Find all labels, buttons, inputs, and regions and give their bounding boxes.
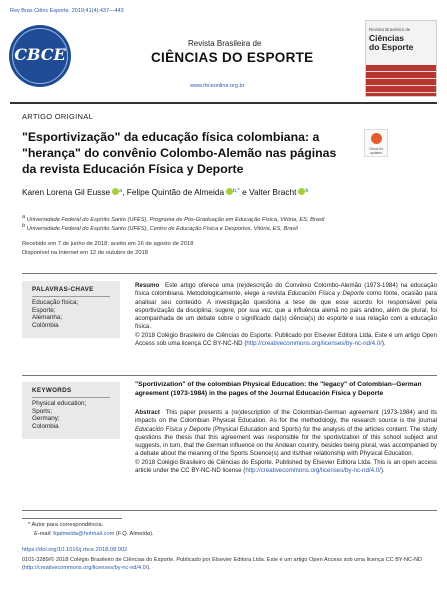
cover-title: Revista Brasileira de Ciências do Esporte <box>369 27 414 52</box>
title-line: "herança" do convênio Colombo-Alemão nas páginas <box>22 146 337 160</box>
article-title <box>22 129 352 177</box>
author-sup: b,* <box>233 188 240 194</box>
footnote-rule <box>22 518 122 519</box>
article-type: ARTIGO ORIGINAL <box>22 112 94 121</box>
journal-top-line: Revista Brasileira de <box>188 39 262 48</box>
corresponding-note: * Autor para correspondência. <box>28 522 104 528</box>
abstract-en: Abstract This paper presents a (re)description of the Colombian-German agreement (1973-1984) and its impacts on the Colombian Physical Education. As for the methodology, the research source is the journal Educación Física y Deporte (Physical Education and Sports) for the analysis of the articles content. The study questions the thesis that this agreement was responsible for the sportivization of this school subject and suggests, in turn, that the German influence on the Andean country, besides being plural, was accompanied by a debate about the meaning of the Sports Science(s) and its/their relationship with Physical Education. © 2018 Colégio Brasileiro de Ciências do Esporte. Published by Elsevier Editora Ltda. This is an open access article under the CC BY-NC-ND license (http://creativecommons.org/licenses/by-nc-nd/4.0/). <box>135 409 437 475</box>
cover-track-image <box>366 65 437 97</box>
section-rule <box>22 375 437 376</box>
affiliation: b Universidade Federal do Espírito Santo (UFES), Centro de Educação Física e Desportos, Vitória, ES, Brasil <box>22 223 298 232</box>
crossmark-icon <box>371 133 382 144</box>
keyword: Sports; <box>32 407 52 415</box>
bottom-copyright: 0101-3289/© 2018 Colégio Brasileiro de Ciências do Esporte. Publicado por Elsevier Editora Ltda. Este é um artigo Open Access sob uma licença CC BY-NC-ND (http://creativecommons.org/licenses/by-nc-nd/4.0/). <box>22 557 423 571</box>
email-note: E-mail: fqalmeida@hotmail.com (F.Q. Almeida). <box>34 531 154 537</box>
keywords-heading: PALAVRAS-CHAVE <box>32 286 110 297</box>
author-sup: b <box>305 188 309 194</box>
doi-link[interactable]: https://doi.org/10.1016/j.rbce.2018.08.002 <box>22 547 128 553</box>
journal-name: CIÊNCIAS DO ESPORTE <box>151 50 314 65</box>
online-date: Disponível na Internet em 12 de outubro de 2018 <box>22 250 149 256</box>
license-link[interactable]: http://creativecommons.org/licenses/by-nc-nd/4.0/ <box>23 565 148 571</box>
author-name: , Felipe Quintão de Almeida <box>122 187 225 197</box>
keyword: Colombia <box>32 422 59 430</box>
cbce-logo-text: CBCE <box>14 45 66 64</box>
keyword: Alemanha; <box>32 314 63 322</box>
cover-lane <box>366 85 437 86</box>
title-line: da revista Educación Física y Deporte <box>22 162 244 176</box>
header-rule <box>10 102 437 104</box>
crossmark-button[interactable] <box>364 129 388 157</box>
cover-lane <box>366 78 437 79</box>
journal-url[interactable]: www.rbceonline.org.br <box>190 83 245 89</box>
received-date: Recebido em 7 de junho de 2018; aceito em 16 de agosto de 2018 <box>22 241 194 247</box>
title-line: "Esportivização" da educação física colombiana: a <box>22 130 320 144</box>
english-title: "Sportivization" of the colombian Physical Education: the "legacy" of Colombian--German agreement (1973-1984) in the pages of the Journal Educación Física y Deporte <box>135 381 422 397</box>
keyword: Colômbia <box>32 321 59 329</box>
cover-lane <box>366 92 437 93</box>
section-rule <box>22 510 437 511</box>
cover-lane <box>366 71 437 72</box>
keywords-box-en <box>22 382 120 439</box>
author-name: Karen Lorena Gil Eusse <box>22 187 111 197</box>
keywords-box-pt <box>22 281 120 338</box>
resumo-label: Resumo <box>135 282 160 289</box>
crossmark-label: Check for updates <box>368 147 384 155</box>
author-name: e Valter Bracht <box>239 187 297 197</box>
author-list <box>22 187 308 197</box>
license-link[interactable]: http://creativecommons.org/licenses/by-nc-nd/4.0/ <box>245 467 381 475</box>
author-sup: a <box>119 188 123 194</box>
keyword: Esporte; <box>32 306 56 314</box>
journal-cover-image <box>365 20 437 97</box>
section-rule <box>22 273 437 274</box>
keyword: Physical education; <box>32 400 87 407</box>
running-head: Rev Bras Ciênc Esporte. 2019;41(4):437---443 <box>10 8 124 14</box>
keywords-heading: KEYWORDS <box>32 387 110 398</box>
abstract-label: Abstract <box>135 409 160 416</box>
keyword: Germany; <box>32 415 60 423</box>
affiliation: a Universidade Federal do Espírito Santo (UFES), Programa de Pós-Graduação em Educação Física, Vitória, ES, Brasil <box>22 214 325 223</box>
email-link[interactable]: fqalmeida@hotmail.com <box>53 531 115 537</box>
keyword: Educação física; <box>32 299 79 306</box>
resumo: Resumo Este artigo oferece uma (re)descrição do Convênio Colombo-Alemão (1973-1984) na educação física colombiana. Metodologicamente, elege a revista Educación Física y Deporte como fonte, ocasião para analisar seu conteúdo. A investigação questiona a tese de que esse acordo foi responsável pela esportivização da disciplina; sugere, por sua vez, que a influência alemã no país andino, além de plural, foi acompanhada de um debate sobre o significado da(s) ciência(s) do esporte e sua relação com a educação física. © 2018 Colégio Brasileiro de Ciências do Esporte. Publicado por Elsevier Editora Ltda. Este é um artigo Open Access sob uma licença CC BY-NC-ND (http://creativecommons.org/licenses/by-nc-nd/4.0/). <box>135 282 437 348</box>
license-link[interactable]: http://creativecommons.org/licenses/by-nc-nd/4.0/ <box>246 340 382 348</box>
